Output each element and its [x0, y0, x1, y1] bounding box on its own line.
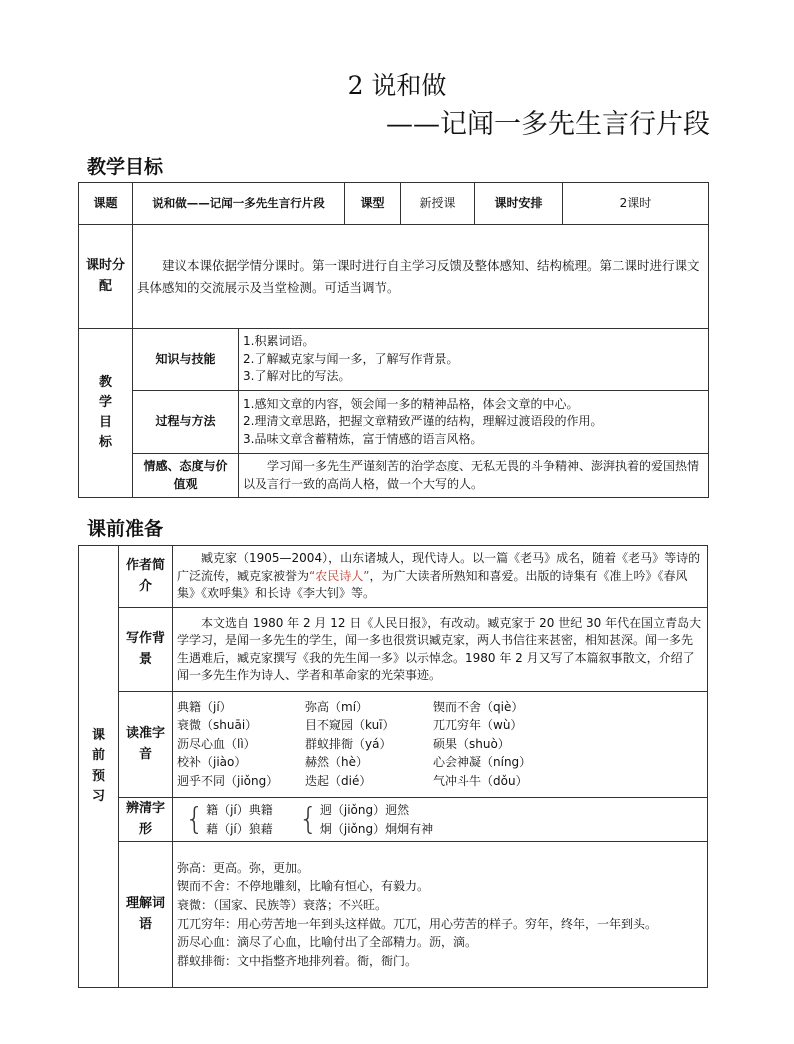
section-heading-prep: 课前准备 [87, 518, 164, 540]
pinyin-item: 气冲斗牛（dǒu） [433, 773, 528, 788]
duzhun-label: 读准字音 [119, 692, 173, 798]
pinyin-item: 典籍（jí） [177, 700, 232, 715]
zuozhe-text-c: ，为广大读者所熟知和喜爱。出版的诗集有《准上吟》《春风集》《欢呼集》和长诗《李大钊》等。 [177, 568, 688, 601]
guocheng-item: 3.品味文章含蓄精炼，富于情感的语言风格。 [243, 431, 483, 446]
page-subtitle: ——记闻一多先生言行片段 [386, 109, 710, 140]
bianqing-group [299, 801, 433, 839]
qinggan-text: 学习闻一多先生严谨刻苦的治学态度、无私无畏的斗争精神、澎湃执着的爱国热情以及言行一致的高尚人格，做一个大写的人。 [239, 454, 709, 498]
keti-value: 说和做——记闻一多先生言行片段 [133, 183, 345, 225]
pinyin-item: 沥尽心血（lì） [177, 736, 256, 751]
bianqing-cell [173, 798, 708, 842]
lijie-item: 兀兀穷年：用心劳苦地一年到头这样做。兀兀，用心劳苦的样子。穷年，终年，一年到头。 [177, 916, 658, 931]
lijie-item: 锲而不舍：不停地雕刻，比喻有恒心，有毅力。 [177, 879, 430, 894]
pinyin-item: 硕果（shuò） [433, 736, 510, 751]
pinyin-item: 迥乎不同（jiǒng） [177, 773, 279, 788]
bianqing-group [185, 801, 273, 839]
pinyin-item: 迭起（dié） [305, 773, 372, 788]
guocheng-cell [239, 391, 709, 454]
pinyin-item: 心会神凝（níng） [433, 755, 532, 770]
lijie-item: 沥尽心血：滴尽了心血，比喻付出了全部精力。沥，滴。 [177, 935, 478, 950]
brace-icon: { [185, 801, 205, 837]
anpai-header: 课时安排 [475, 183, 563, 225]
pinyin-item: 锲而不舍（qiè） [433, 700, 524, 715]
fenpei-header: 课时分配 [79, 225, 133, 329]
zhishi-item: 3.了解对比的写法。 [243, 369, 351, 384]
zhishi-label: 知识与技能 [133, 329, 239, 391]
goals-table [78, 182, 709, 498]
pinyin-item: 弥高（mí） [305, 700, 369, 715]
duzhun-grid [177, 699, 703, 790]
lijie-cell [173, 842, 708, 988]
kexing-value: 新授课 [401, 183, 475, 225]
zuozhe-label: 作者简介 [119, 546, 173, 608]
section-heading-goals: 教学目标 [87, 156, 164, 178]
lijie-label: 理解词语 [119, 842, 173, 988]
zhishi-item: 1.积累词语。 [243, 334, 315, 349]
lijie-item: 群蚁排衙：文中指整齐地排列着。衙，衙门。 [177, 953, 418, 968]
pinyin-item: 兀兀穷年（wù） [433, 718, 523, 733]
guocheng-item: 1.感知文章的内容，领会闻一多的精神品格，体会文章的中心。 [243, 396, 579, 411]
prep-table [78, 545, 708, 988]
beijing-label: 写作背景 [119, 608, 173, 692]
page-title: 2 说和做 [347, 71, 447, 100]
zuozhe-text-a: 臧克家（1905—2004），山东诸城人，现代诗人。以一篇《老马》成名，随着《老马》等诗的广泛流传，臧克家被誉为 [177, 551, 701, 583]
side-label: 课前预习 [79, 546, 119, 988]
bianqing-item: 炯（jiǒng）炯炯有神 [319, 821, 434, 836]
bianqing-item: 迥（jiǒng）迥然 [319, 802, 410, 817]
guocheng-label: 过程与方法 [133, 391, 239, 454]
pinyin-item: 目不窥园（kuī） [305, 718, 395, 733]
kexing-header: 课型 [345, 183, 401, 225]
bianqing-item: 籍（jí）典籍 [206, 802, 273, 817]
lijie-item: 衰微：（国家、民族等）衰落；不兴旺。 [177, 897, 388, 912]
keti-header: 课题 [79, 183, 133, 225]
guocheng-item: 2.理清文章思路，把握文章精致严谨的结构，理解过渡语段的作用。 [243, 414, 603, 429]
fenpei-text: 建议本课依据学情分课时。第一课时进行自主学习反馈及整体感知、结构梳理。第二课时进行课文具体感知的交流展示及当堂检测。可适当调节。 [133, 225, 709, 329]
brace-icon: { [298, 801, 318, 837]
duzhun-cell [173, 692, 708, 798]
qinggan-label: 情感、态度与价值观 [133, 454, 239, 498]
lijie-item: 弥高：更高。弥，更加。 [177, 860, 310, 875]
pinyin-item: 衰微（shuāi） [177, 718, 258, 733]
pinyin-item: 校补（jiào） [177, 755, 247, 770]
anpai-value: 2课时 [563, 183, 709, 225]
bianqing-label: 辨清字形 [119, 798, 173, 842]
zuozhe-text [173, 546, 708, 608]
beijing-text: 本文选自 1980 年 2 月 12 日《人民日报》，有改动。臧克家于 20 世纪 30 年代在国立青岛大学学习，是闻一多先生的学生，闻一多也很赏识臧克家，两人书信往来甚密，相知甚深。闻一多先生遇难后，臧克家撰写《我的先生闻一多》以示悼念。1980 年 2 月又写了本篇叙事散文，介绍了闻一多先生作为诗人、学者和革命家的光荣事迹。 [173, 608, 708, 692]
bianqing-item: 藉（jí）狼藉 [206, 821, 273, 836]
zhishi-item: 2.了解臧克家与闻一多，了解写作背景。 [243, 351, 459, 366]
zuozhe-text-highlight: “农民诗人” [309, 568, 370, 583]
zhishi-cell [239, 329, 709, 391]
mubiao-header: 教学目标 [79, 329, 133, 498]
pinyin-item: 群蚁排衙（yá） [305, 736, 392, 751]
pinyin-item: 赫然（hè） [305, 755, 368, 770]
